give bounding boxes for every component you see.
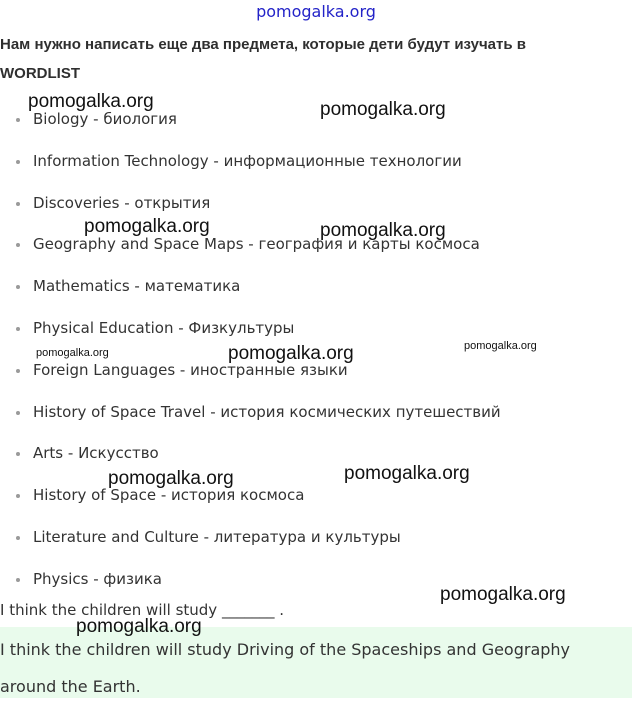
list-item-label: Foreign Languages - иностранные языки [33,360,348,379]
watermark: pomogalka.org [84,216,210,237]
watermark: pomogalka.org [464,340,537,352]
list-item-label: Biology - биология [33,110,177,128]
bullet-icon [16,411,20,415]
answer-text: I think the children will study Driving of the Spaceships and Geography around the Earth. [0,640,571,696]
list-item-label: Arts - Искусство [33,444,159,463]
bullet-icon [16,202,20,206]
list-item-label: Mathematics - математика [33,277,241,296]
watermark: pomogalka.org [228,343,354,364]
watermark: pomogalka.org [28,91,154,112]
list-item-label: Geography and Space Maps - география и карты космоса [33,235,480,254]
bullet-icon [16,118,20,122]
watermark: pomogalka.org [344,463,470,484]
bullet-icon [16,452,20,456]
watermark: pomogalka.org [36,347,109,359]
list-item [0,266,501,308]
site-header-link[interactable]: pomogalka.org [256,2,376,21]
question-text: Нам нужно написать еще два предмета, которые дети будут изучать в WORDLIST [0,36,526,82]
list-item-label: Physical Education - Физкультуры [33,318,295,337]
bullet-icon [16,578,20,582]
watermark: pomogalka.org [108,468,234,489]
list-item-label: History of Space - история космоса [33,486,305,505]
list-item-label: History of Space Travel - история космических путешествий [33,402,501,421]
bullet-icon [16,536,20,540]
list-item [0,392,501,434]
list-item [0,141,501,183]
bullet-icon [16,369,20,373]
bullet-icon [16,327,20,331]
bullet-icon [16,160,20,164]
list-item [0,183,501,225]
list-item-label: Discoveries - открытия [33,193,211,212]
bullet-icon [16,494,20,498]
watermark: pomogalka.org [76,616,202,637]
list-item-label: Physics - физика [33,569,162,588]
list-item-label: Literature and Culture - литература и культуры [33,527,401,546]
prompt-sentence: I think the children will study _______ . [0,601,284,619]
watermark: pomogalka.org [320,99,446,120]
bullet-icon [16,243,20,247]
list-item-label: Information Technology - информационные технологии [33,151,462,170]
list-item [0,517,501,559]
list-item [0,559,501,601]
watermark: pomogalka.org [320,220,446,241]
bullet-icon [16,285,20,289]
watermark: pomogalka.org [440,584,566,605]
